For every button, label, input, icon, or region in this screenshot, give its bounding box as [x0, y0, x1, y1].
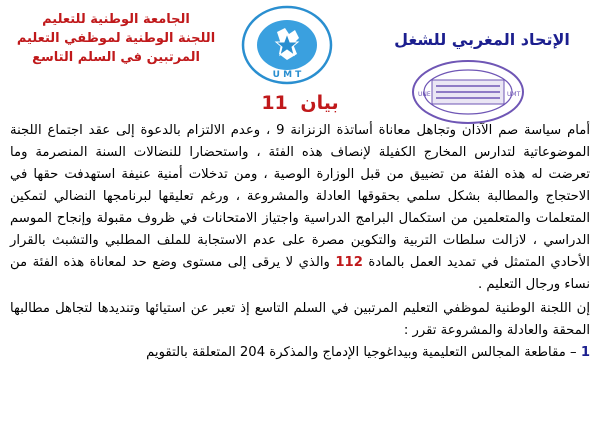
- header-left-line-3: المرتبين في السلم التاسع: [32, 50, 200, 65]
- article-number: 112: [335, 255, 363, 270]
- title-text: بيان: [300, 92, 339, 114]
- header-left-line-1: الجامعة الوطنية للتعليم: [42, 12, 190, 27]
- decision-item-1: [10, 342, 590, 364]
- statement-title: [0, 92, 600, 114]
- paragraph-1-text-a: أمام سياسة صم الآذان وتجاهل معاناة أساتذة الزنزانة 9 ، وعدم الالتزام بالدعوة إلى عقد اجتماع اللجنة الموضوعاتية لتدارس المخارج الكفيلة لإنصاف هذه الفئة ، واستحضارا للنضالات السنة المنصرمة وما تعرضت له هذه الفئة من تضييق من قبل الوزارة الوصية ، ومن تدخلات أمنية عنيفة استهدفت حقها في الاحتجاج والمطالبة بشكل سلمي بحقوقها العادلة والمشروعة ، ورغم تعليقها لبرنامجها النضالي لتمكين المتعلمات والمتعلمين من استكمال البرامج الدراسية واجتياز الامتحانات في ظروف مقبولة وإنجاح الموسم الدراسي ، لازالت سلطات التربية والتكوين مصرة على عدم الاستجابة للملف المطلبي والتشبث بالقرار الأحادي المتمثل في تمديد العمل بالمادة: [10, 123, 590, 270]
- item-1-text: – مقاطعة المجالس التعليمية وبيداغوجيا الإدماج والمذكرة 204 المتعلقة بالتقويم: [146, 345, 577, 360]
- statement-body: [10, 120, 590, 364]
- umt-logo: [237, 4, 337, 86]
- paragraph-1-text-b: والذي لا يرقى إلى مستوى وضع حد لمعاناة هذه الفئة من نساء ورجال التعليم .: [10, 255, 590, 292]
- svg-text:UNE: UNE: [418, 91, 431, 98]
- title-number: 11: [261, 92, 288, 114]
- header-right-title: الإتحاد المغربي للشغل: [394, 30, 570, 49]
- header-left-block: [16, 10, 216, 67]
- header-left-line-2: اللجنة الوطنية لموظفي التعليم: [16, 31, 216, 46]
- item-1-number: 1: [580, 345, 590, 360]
- svg-text:UMT: UMT: [507, 91, 521, 98]
- paragraph-2: إن اللجنة الوطنية لموظفي التعليم المرتبين في السلم التاسع إذ تعبر عن استيائها وتنديدها لتجاهل مطالبها المحقة والعادلة والمشروعة تقرر :: [10, 301, 590, 338]
- logo-umt-text: U M T: [272, 70, 302, 80]
- paragraph-1: [10, 120, 590, 296]
